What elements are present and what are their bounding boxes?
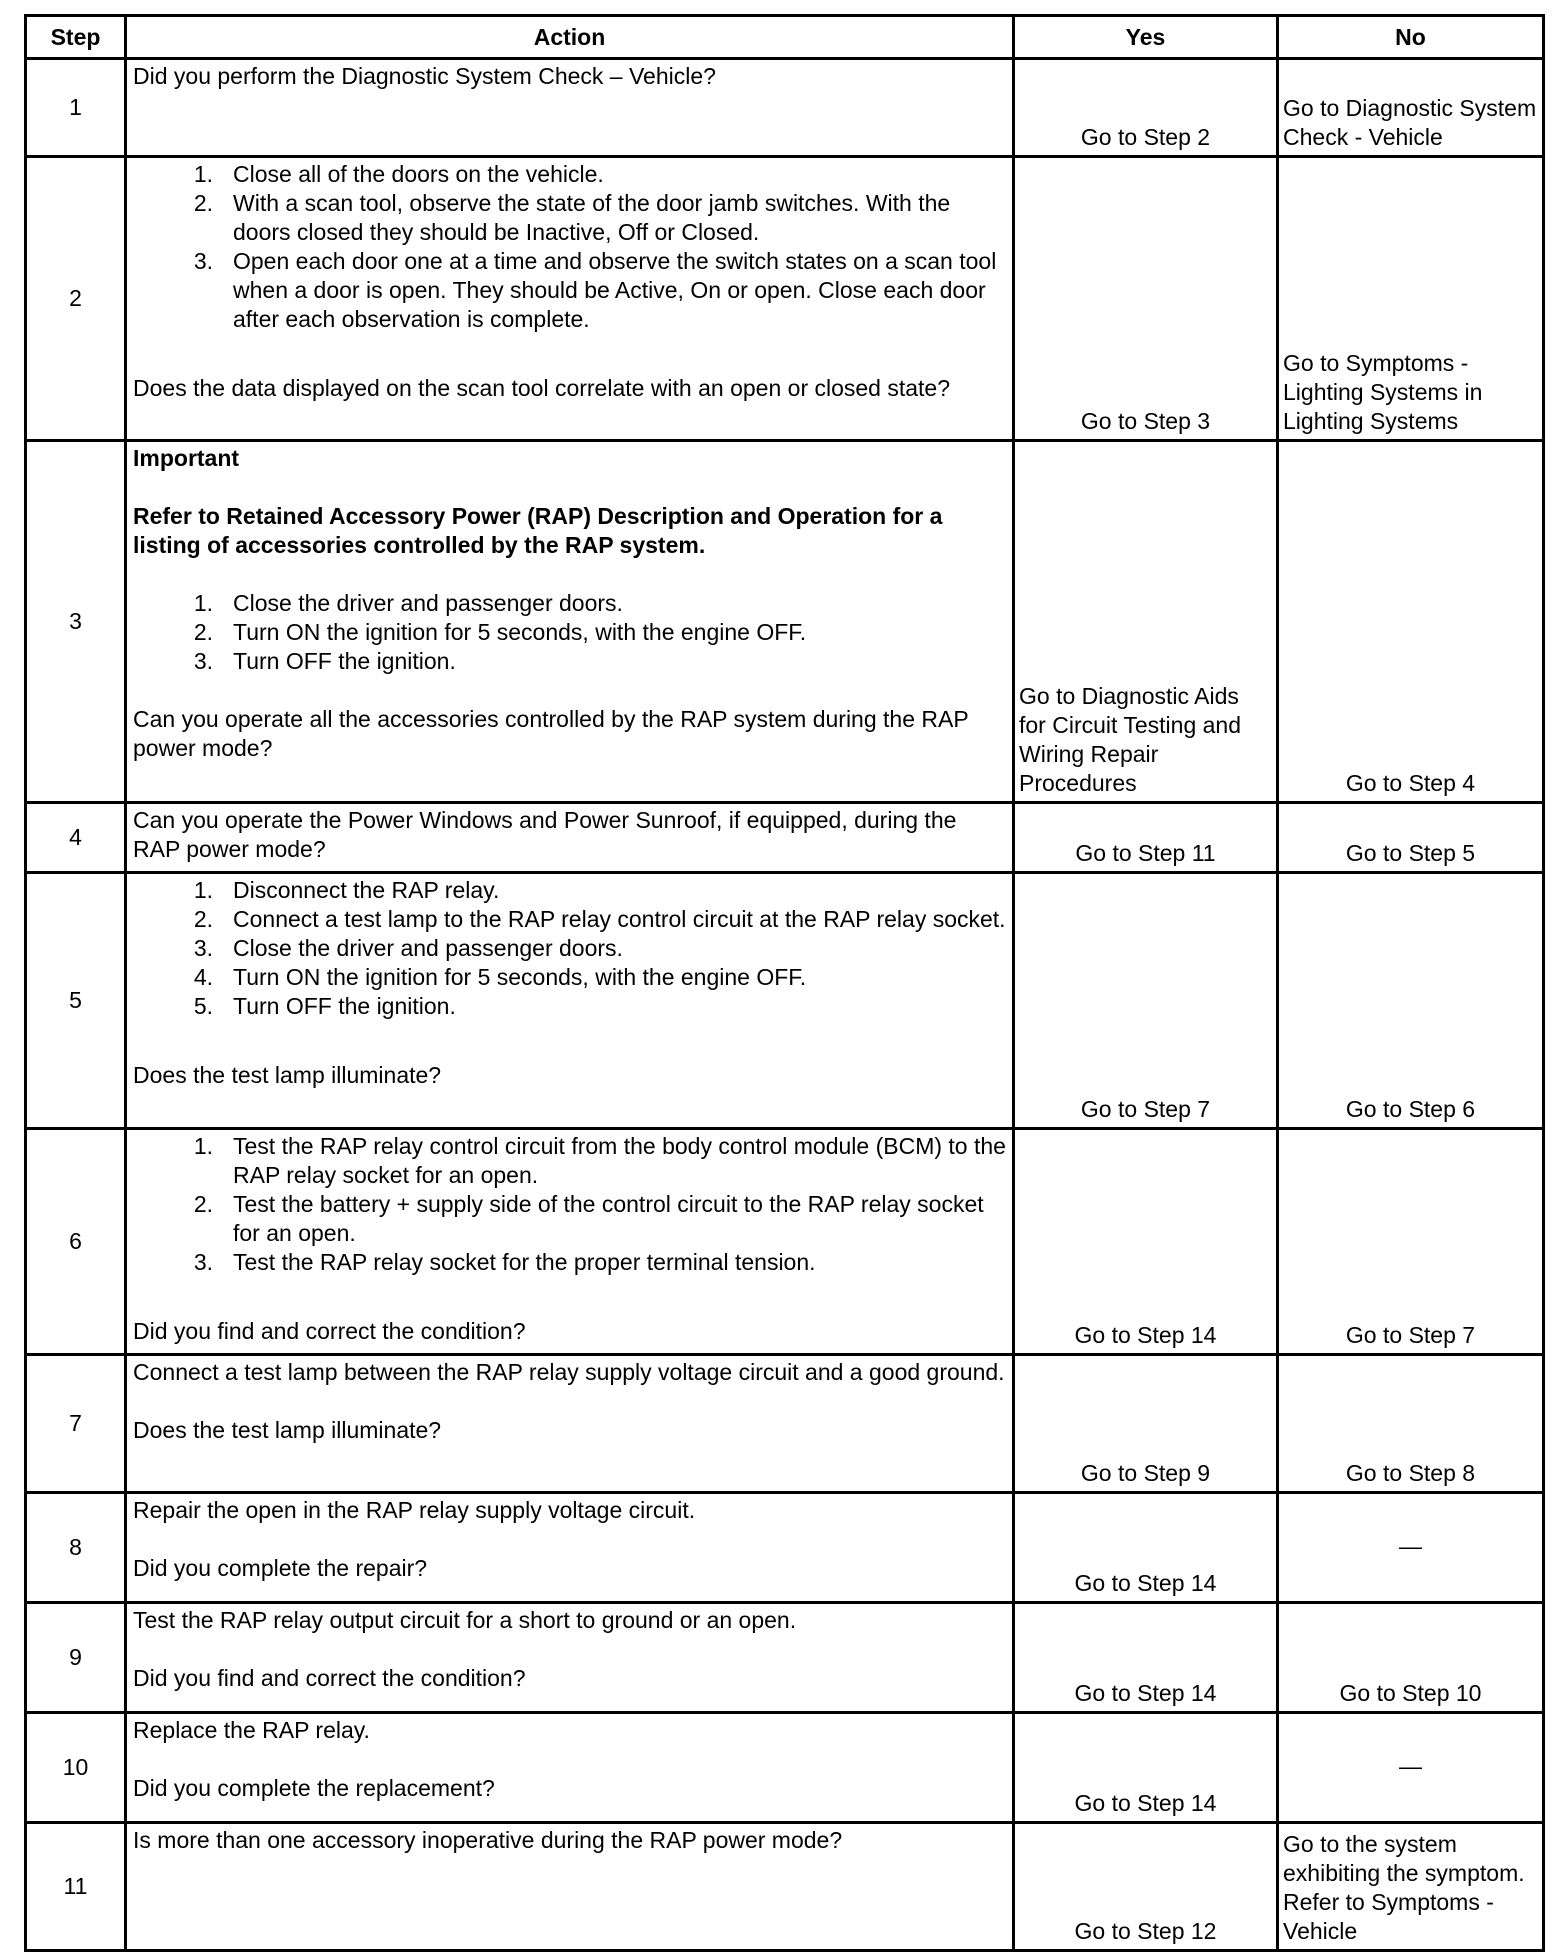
list-item: 4. Turn ON the ignition for 5 seconds, with the engine OFF. (193, 964, 807, 990)
action-cell (126, 1823, 1014, 1951)
instruction-list (133, 1132, 1006, 1277)
no-cell: Go to Step 4 (1278, 441, 1544, 803)
action-cell (126, 1603, 1014, 1713)
instruction-list (133, 876, 1006, 1021)
list-item: 3. Close the driver and passenger doors. (193, 935, 623, 961)
step-number: 2 (26, 157, 126, 441)
no-cell: — (1278, 1713, 1544, 1823)
diagnostic-table (24, 14, 1545, 1952)
list-item: 1. Test the RAP relay control circuit from the body control module (BCM) to the RAP relay socket for an open. (193, 1133, 1006, 1188)
list-item: 1. Close the driver and passenger doors. (193, 590, 623, 616)
step-number: 10 (26, 1713, 126, 1823)
header-step: Step (26, 16, 126, 59)
table-row (26, 1713, 1544, 1823)
list-item: 2. Connect a test lamp to the RAP relay control circuit at the RAP relay socket. (193, 906, 1006, 932)
header-action: Action (126, 16, 1014, 59)
no-cell: Go to Step 10 (1278, 1603, 1544, 1713)
yes-cell: Go to Step 2 (1014, 59, 1278, 157)
step-number: 3 (26, 441, 126, 803)
yes-cell: Go to Step 14 (1014, 1713, 1278, 1823)
table-row (26, 1355, 1544, 1493)
step-number: 5 (26, 873, 126, 1129)
action-cell (126, 1355, 1014, 1493)
instruction-text: Test the RAP relay output circuit for a short to ground or an open. (133, 1607, 797, 1633)
table-row (26, 873, 1544, 1129)
instruction-text: Repair the open in the RAP relay supply voltage circuit. (133, 1497, 696, 1523)
list-item: 3. Turn OFF the ignition. (193, 648, 456, 674)
question-text: Can you operate all the accessories controlled by the RAP system during the RAP power mode? (133, 706, 969, 761)
no-cell: Go to Step 5 (1278, 803, 1544, 873)
instruction-list (133, 160, 1006, 334)
question-text: Does the test lamp illuminate? (133, 1062, 442, 1088)
question-text: Did you complete the repair? (133, 1555, 428, 1581)
list-item: 3. Open each door one at a time and observe the switch states on a scan tool when a door is open. They should be Active, On or open. Close each door after each observation is complete. (193, 248, 997, 332)
action-cell (126, 59, 1014, 157)
step-number: 7 (26, 1355, 126, 1493)
action-cell (126, 1713, 1014, 1823)
instruction-text: Connect a test lamp between the RAP relay supply voltage circuit and a good ground. (133, 1359, 1005, 1385)
action-cell (126, 873, 1014, 1129)
action-cell (126, 441, 1014, 803)
question-text: Did you find and correct the condition? (133, 1665, 526, 1691)
action-cell (126, 157, 1014, 441)
list-item: 1. Close all of the doors on the vehicle. (193, 161, 604, 187)
no-cell: Go to Step 8 (1278, 1355, 1544, 1493)
yes-cell: Go to Step 14 (1014, 1129, 1278, 1355)
list-item: 1. Disconnect the RAP relay. (193, 877, 500, 903)
action-cell (126, 1493, 1014, 1603)
no-cell: Go to the system exhibiting the symptom. Refer to Symptoms - Vehicle (1278, 1823, 1544, 1951)
list-item: 3. Test the RAP relay socket for the proper terminal tension. (193, 1249, 816, 1275)
table-row (26, 803, 1544, 873)
yes-cell: Go to Step 9 (1014, 1355, 1278, 1493)
table-row (26, 1603, 1544, 1713)
yes-cell: Go to Step 11 (1014, 803, 1278, 873)
list-item: 2. With a scan tool, observe the state of the door jamb switches. With the doors closed they should be Inactive, Off or Closed. (193, 190, 951, 245)
yes-cell: Go to Step 3 (1014, 157, 1278, 441)
no-cell: Go to Step 6 (1278, 873, 1544, 1129)
instruction-list (133, 589, 1006, 676)
important-note: Refer to Retained Accessory Power (RAP) Description and Operation for a listing of accessories controlled by the RAP system. (133, 503, 943, 558)
no-cell: — (1278, 1493, 1544, 1603)
action-cell (126, 803, 1014, 873)
question-text: Is more than one accessory inoperative during the RAP power mode? (133, 1827, 843, 1853)
no-cell: Go to Step 7 (1278, 1129, 1544, 1355)
table-row (26, 1129, 1544, 1355)
list-item: 2. Test the battery + supply side of the control circuit to the RAP relay socket for an open. (193, 1191, 984, 1246)
yes-cell: Go to Step 12 (1014, 1823, 1278, 1951)
yes-cell: Go to Step 7 (1014, 873, 1278, 1129)
table-row (26, 441, 1544, 803)
yes-cell: Go to Step 14 (1014, 1493, 1278, 1603)
step-number: 1 (26, 59, 126, 157)
step-number: 8 (26, 1493, 126, 1603)
question-text: Does the data displayed on the scan tool correlate with an open or closed state? (133, 375, 951, 401)
step-number: 4 (26, 803, 126, 873)
step-number: 6 (26, 1129, 126, 1355)
header-no: No (1278, 16, 1544, 59)
step-number: 9 (26, 1603, 126, 1713)
question-text: Did you find and correct the condition? (133, 1318, 526, 1344)
important-label: Important (133, 445, 240, 471)
table-row (26, 1823, 1544, 1951)
step-number: 11 (26, 1823, 126, 1951)
header-yes: Yes (1014, 16, 1278, 59)
list-item: 5. Turn OFF the ignition. (193, 993, 456, 1019)
table-row (26, 157, 1544, 441)
yes-cell: Go to Diagnostic Aids for Circuit Testing and Wiring Repair Procedures (1014, 441, 1278, 803)
table-row (26, 1493, 1544, 1603)
question-text: Can you operate the Power Windows and Power Sunroof, if equipped, during the RAP power mode? (133, 807, 957, 862)
question-text: Did you complete the replacement? (133, 1775, 495, 1801)
question-text: Does the test lamp illuminate? (133, 1417, 442, 1443)
yes-cell: Go to Step 14 (1014, 1603, 1278, 1713)
question-text: Did you perform the Diagnostic System Check – Vehicle? (133, 63, 716, 89)
list-item: 2. Turn ON the ignition for 5 seconds, with the engine OFF. (193, 619, 807, 645)
table-header-row (26, 16, 1544, 59)
instruction-text: Replace the RAP relay. (133, 1717, 370, 1743)
no-cell: Go to Symptoms - Lighting Systems in Lighting Systems (1278, 157, 1544, 441)
no-cell: Go to Diagnostic System Check - Vehicle (1278, 59, 1544, 157)
action-cell (126, 1129, 1014, 1355)
table-row (26, 59, 1544, 157)
